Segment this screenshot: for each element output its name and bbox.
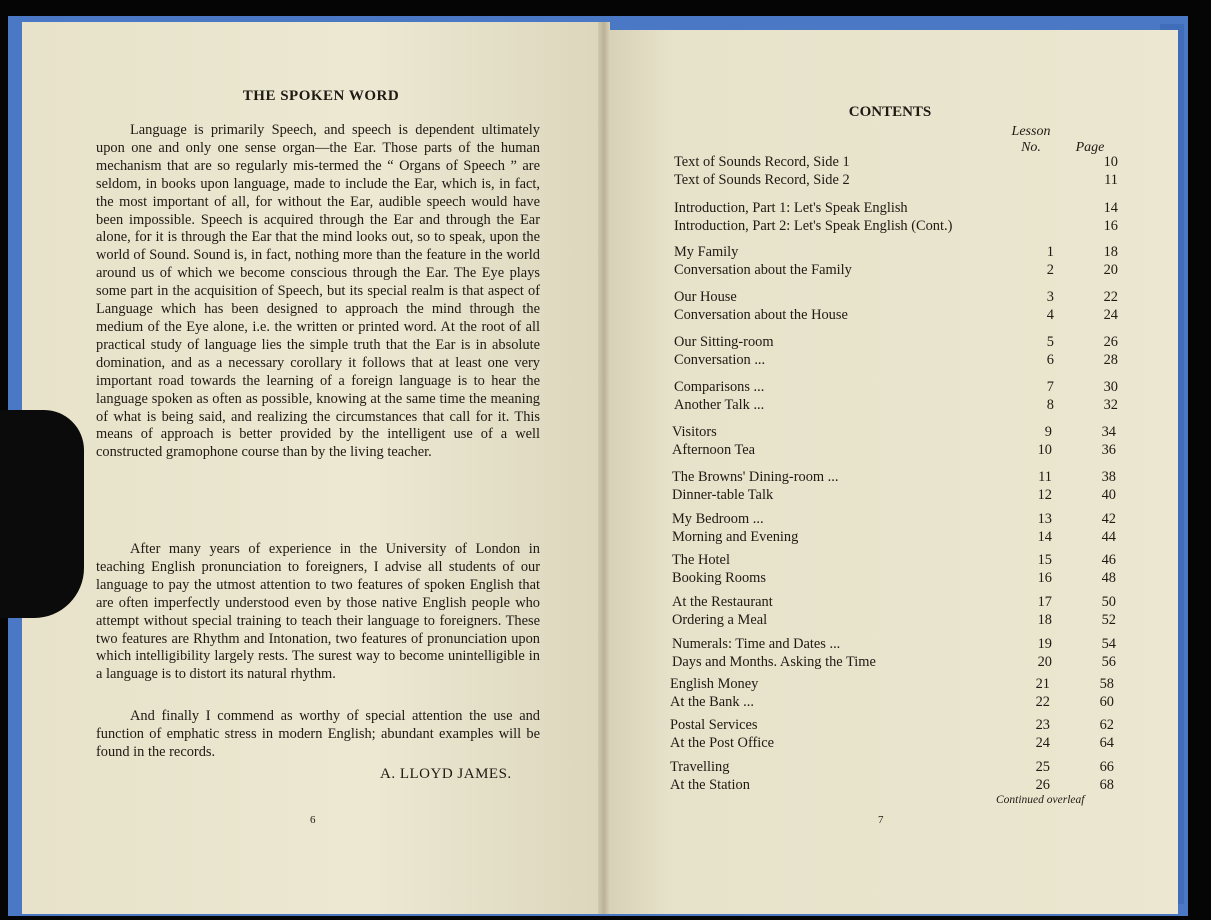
entry-lesson-number: 23 bbox=[1035, 717, 1050, 733]
entry-page-number: 34 bbox=[1101, 424, 1116, 440]
contents-entry bbox=[674, 306, 1118, 324]
thumb-shadow bbox=[0, 410, 84, 618]
entry-page-number: 50 bbox=[1101, 594, 1116, 610]
entry-page-number: 24 bbox=[1103, 307, 1118, 323]
entry-lesson-number: 4 bbox=[1046, 307, 1054, 323]
contents-entry bbox=[674, 396, 1118, 414]
entry-title: Morning and Evening bbox=[672, 529, 799, 545]
entry-title: At the Station bbox=[670, 777, 750, 793]
contents-entry bbox=[672, 635, 1116, 653]
left-page-title: THE SPOKEN WORD bbox=[242, 88, 400, 104]
entry-page-number: 38 bbox=[1101, 469, 1116, 485]
entry-page-number: 56 bbox=[1101, 654, 1116, 670]
contents-entry bbox=[670, 734, 1114, 752]
entry-page-number: 18 bbox=[1103, 244, 1118, 260]
left-page-number: 6 bbox=[310, 814, 316, 826]
entry-lesson-number: 9 bbox=[1044, 424, 1052, 440]
entry-lesson-number: 6 bbox=[1046, 352, 1054, 368]
entry-page-number: 32 bbox=[1103, 397, 1118, 413]
entry-page-number: 16 bbox=[1103, 218, 1118, 234]
contents-entry bbox=[674, 153, 1118, 171]
entry-title: Our Sitting-room bbox=[674, 334, 774, 350]
entry-lesson-number: 8 bbox=[1046, 397, 1054, 413]
entry-lesson-number: 12 bbox=[1037, 487, 1052, 503]
contents-entry bbox=[672, 528, 1116, 546]
continued-note: Continued overleaf bbox=[996, 794, 1085, 806]
contents-entry bbox=[670, 716, 1114, 734]
entry-page-number: 68 bbox=[1099, 777, 1114, 793]
book-spine bbox=[598, 22, 610, 914]
entry-title: Introduction, Part 2: Let's Speak English (Cont.) bbox=[674, 218, 953, 234]
paragraph-3: And finally I commend as worthy of special attention the use and function of emphatic stress in modern English; abundant examples will be found in the records. bbox=[96, 708, 540, 760]
entry-title: The Browns' Dining-room ... bbox=[672, 469, 839, 485]
contents-entry bbox=[670, 758, 1114, 776]
entry-title: Visitors bbox=[672, 424, 717, 440]
entry-title: Days and Months. Asking the Time bbox=[672, 654, 876, 670]
contents-entry bbox=[672, 593, 1116, 611]
entry-title: My Family bbox=[674, 244, 739, 260]
entry-page-number: 10 bbox=[1103, 154, 1118, 170]
entry-title: Introduction, Part 1: Let's Speak English bbox=[674, 200, 908, 216]
entry-title: Text of Sounds Record, Side 2 bbox=[674, 172, 850, 188]
author-signature: A. LLOYD JAMES. bbox=[380, 766, 512, 782]
entry-title: Ordering a Meal bbox=[672, 612, 768, 628]
contents-entry bbox=[674, 333, 1118, 351]
entry-page-number: 36 bbox=[1101, 442, 1116, 458]
entry-title: Dinner-table Talk bbox=[672, 487, 774, 503]
entry-lesson-number: 22 bbox=[1035, 694, 1050, 710]
entry-title: Travelling bbox=[670, 759, 730, 775]
contents-entry bbox=[672, 423, 1116, 441]
entry-lesson-number: 26 bbox=[1035, 777, 1050, 793]
page-column-header: Page bbox=[1075, 140, 1105, 155]
contents-entry bbox=[672, 510, 1116, 528]
contents-entry bbox=[672, 611, 1116, 629]
contents-entry bbox=[674, 351, 1118, 369]
entry-title: Text of Sounds Record, Side 1 bbox=[674, 154, 850, 170]
entry-lesson-number: 1 bbox=[1046, 244, 1054, 260]
entry-lesson-number: 2 bbox=[1046, 262, 1054, 278]
entry-title: Conversation about the Family bbox=[674, 262, 852, 278]
contents-entry bbox=[670, 693, 1114, 711]
contents-entry bbox=[672, 486, 1116, 504]
contents-entry bbox=[672, 441, 1116, 459]
entry-page-number: 46 bbox=[1101, 552, 1116, 568]
contents-entry bbox=[672, 551, 1116, 569]
entry-page-number: 62 bbox=[1099, 717, 1114, 733]
entry-lesson-number: 20 bbox=[1037, 654, 1052, 670]
entry-lesson-number: 13 bbox=[1037, 511, 1052, 527]
contents-entry bbox=[674, 199, 1118, 217]
entry-title: Conversation about the House bbox=[674, 307, 848, 323]
lesson-column-header: Lesson No. bbox=[1011, 124, 1051, 155]
entry-title: English Money bbox=[670, 676, 759, 692]
contents-entry bbox=[672, 653, 1116, 671]
entry-page-number: 58 bbox=[1099, 676, 1114, 692]
entry-page-number: 40 bbox=[1101, 487, 1116, 503]
contents-entry bbox=[670, 776, 1114, 794]
entry-page-number: 42 bbox=[1101, 511, 1116, 527]
paragraph-1: Language is primarily Speech, and speech is dependent ultimately upon one and only one sense organ—the Ear. Those parts of the human mechanism that are so regularly mis-termed the “ Organs of Speech ” are seldom, in books upon language, made to include the Ear, which is, in fact, the most important of all, for without the Ear, audible speech would have been impossible. Speech is acquired through the Ear and through the Ear alone, for it is through the Ear that the mind looks out, so to speak, upon the world of Sound. Sound is, in fact, nothing more than the feature in the world around us of which we become conscious through the Ear. The Eye plays some part in the acquisition of Speech, but its special realm is that aspect of Language which has been designed to approach the mind through the medium of the Eye alone, i.e. the written or printed word. At the root of all practical study of language lies the simple truth that the Ear is in absolute domination, and as a necessary corollary it follows that at least one very important road towards the learning of a foreign language is to hear the language spoken as often as possible, knowing at the same time the meaning of what is being said, and realizing the circumstances that call for it. This means of approach is better provided by the intelligent use of a well constructed gramophone course than by the living teacher. bbox=[96, 122, 540, 461]
entry-lesson-number: 5 bbox=[1046, 334, 1054, 350]
entry-page-number: 20 bbox=[1103, 262, 1118, 278]
entry-lesson-number: 18 bbox=[1037, 612, 1052, 628]
entry-lesson-number: 7 bbox=[1046, 379, 1054, 395]
entry-page-number: 28 bbox=[1103, 352, 1118, 368]
contents-entry bbox=[670, 675, 1114, 693]
entry-lesson-number: 3 bbox=[1046, 289, 1054, 305]
entry-page-number: 64 bbox=[1099, 735, 1114, 751]
entry-title: Comparisons ... bbox=[674, 379, 765, 395]
entry-title: Our House bbox=[674, 289, 737, 305]
entry-page-number: 30 bbox=[1103, 379, 1118, 395]
contents-entry bbox=[672, 569, 1116, 587]
entry-lesson-number: 15 bbox=[1037, 552, 1052, 568]
entry-title: At the Bank ... bbox=[670, 694, 754, 710]
entry-title: Afternoon Tea bbox=[672, 442, 756, 458]
entry-title: Another Talk ... bbox=[674, 397, 765, 413]
entry-page-number: 54 bbox=[1101, 636, 1116, 652]
contents-entry bbox=[674, 261, 1118, 279]
entry-lesson-number: 19 bbox=[1037, 636, 1052, 652]
entry-lesson-number: 21 bbox=[1035, 676, 1050, 692]
entry-title: Conversation ... bbox=[674, 352, 766, 368]
entry-title: My Bedroom ... bbox=[672, 511, 764, 527]
entry-page-number: 48 bbox=[1101, 570, 1116, 586]
entry-title: Numerals: Time and Dates ... bbox=[672, 636, 841, 652]
entry-page-number: 60 bbox=[1099, 694, 1114, 710]
entry-lesson-number: 14 bbox=[1037, 529, 1052, 545]
entry-page-number: 44 bbox=[1101, 529, 1116, 545]
entry-lesson-number: 16 bbox=[1037, 570, 1052, 586]
entry-title: At the Restaurant bbox=[672, 594, 773, 610]
contents-entry bbox=[674, 171, 1118, 189]
entry-lesson-number: 10 bbox=[1037, 442, 1052, 458]
entry-page-number: 26 bbox=[1103, 334, 1118, 350]
contents-entry bbox=[674, 243, 1118, 261]
entry-lesson-number: 17 bbox=[1037, 594, 1052, 610]
contents-entry bbox=[674, 288, 1118, 306]
entry-page-number: 11 bbox=[1104, 172, 1118, 188]
contents-title: CONTENTS bbox=[848, 104, 932, 120]
entry-title: At the Post Office bbox=[670, 735, 775, 751]
entry-title: Postal Services bbox=[670, 717, 758, 733]
entry-title: Booking Rooms bbox=[672, 570, 766, 586]
entry-title: The Hotel bbox=[672, 552, 730, 568]
entry-lesson-number: 25 bbox=[1035, 759, 1050, 775]
entry-page-number: 22 bbox=[1103, 289, 1118, 305]
entry-lesson-number: 24 bbox=[1035, 735, 1050, 751]
contents-entry bbox=[674, 217, 1118, 235]
contents-entry bbox=[674, 378, 1118, 396]
entry-page-number: 66 bbox=[1099, 759, 1114, 775]
contents-entry bbox=[672, 468, 1116, 486]
entry-lesson-number: 11 bbox=[1038, 469, 1052, 485]
entry-page-number: 52 bbox=[1101, 612, 1116, 628]
paragraph-2: After many years of experience in the University of London in teaching English pronunciation to foreigners, I advise all students of our language to pay the utmost attention to two features of spoken English that are often imperfectly understood even by those native English people who attempt without special training to teach their language to foreigners. These two features are Rhythm and Intonation, two features of pronunciation upon which intelligibility largely rests. The surest way to become unintelligible in a language is to distort its natural rhythm. bbox=[96, 541, 540, 683]
entry-page-number: 14 bbox=[1103, 200, 1118, 216]
right-page-number: 7 bbox=[878, 814, 884, 826]
